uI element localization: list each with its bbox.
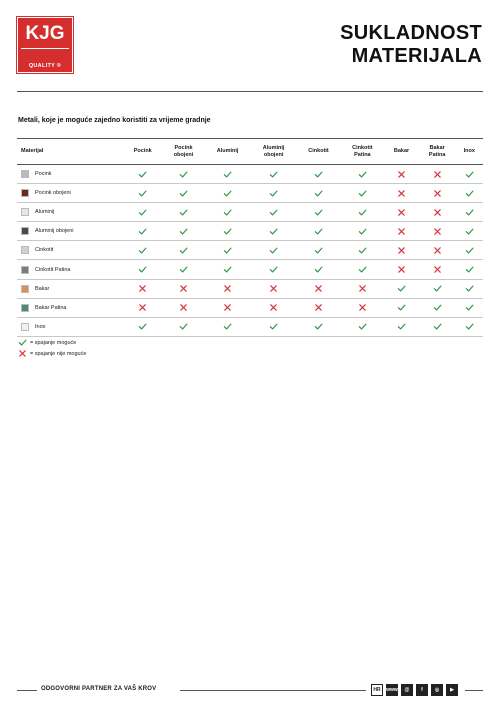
column-header bbox=[384, 139, 419, 165]
compatibility-cell bbox=[205, 222, 251, 241]
page-title bbox=[340, 22, 482, 68]
column-header-line-1: Bakar bbox=[429, 144, 445, 151]
compatibility-cell bbox=[340, 203, 384, 222]
material-label: Inox bbox=[35, 323, 46, 330]
web-icon[interactable]: www bbox=[386, 684, 398, 696]
compatibility-cell bbox=[340, 279, 384, 298]
cross-icon bbox=[18, 349, 27, 358]
table-row bbox=[17, 184, 483, 203]
check-icon bbox=[314, 265, 323, 274]
cross-icon bbox=[358, 303, 367, 312]
legend bbox=[18, 337, 86, 359]
check-icon bbox=[179, 189, 188, 198]
compatibility-cell bbox=[340, 298, 384, 317]
check-icon bbox=[314, 227, 323, 236]
compatibility-cell bbox=[251, 203, 297, 222]
check-icon bbox=[223, 246, 232, 255]
compatibility-cell bbox=[456, 298, 483, 317]
check-icon bbox=[465, 284, 474, 293]
compatibility-cell bbox=[123, 260, 162, 279]
compatibility-cell bbox=[340, 317, 384, 336]
compatibility-cell bbox=[123, 241, 162, 260]
compatibility-cell bbox=[297, 222, 341, 241]
footer-rule-left bbox=[17, 690, 37, 691]
check-icon bbox=[358, 189, 367, 198]
check-icon bbox=[223, 170, 232, 179]
check-icon bbox=[314, 170, 323, 179]
cross-icon bbox=[433, 246, 442, 255]
material-label: Pocink bbox=[35, 171, 52, 178]
column-header-line-1: Pocink bbox=[174, 144, 193, 151]
check-icon bbox=[397, 303, 406, 312]
check-icon bbox=[465, 246, 474, 255]
check-icon bbox=[179, 246, 188, 255]
title-line-2: MATERIJALA bbox=[351, 45, 482, 67]
compatibility-cell bbox=[162, 279, 204, 298]
table-row bbox=[17, 298, 483, 317]
material-label: Aluminij obojeni bbox=[35, 228, 74, 235]
compatibility-cell bbox=[419, 184, 456, 203]
material-swatch bbox=[21, 227, 29, 235]
check-icon bbox=[433, 284, 442, 293]
check-icon bbox=[223, 227, 232, 236]
compatibility-cell bbox=[205, 279, 251, 298]
logo-divider bbox=[21, 48, 69, 49]
check-icon bbox=[358, 265, 367, 274]
compatibility-cell bbox=[123, 184, 162, 203]
table-row bbox=[17, 222, 483, 241]
compatibility-cell bbox=[419, 260, 456, 279]
compatibility-cell bbox=[162, 241, 204, 260]
kjg-logo bbox=[17, 17, 73, 73]
check-icon bbox=[358, 246, 367, 255]
cross-icon bbox=[358, 284, 367, 293]
compatibility-cell bbox=[384, 222, 419, 241]
compatibility-cell bbox=[162, 184, 204, 203]
check-icon bbox=[314, 246, 323, 255]
table-body bbox=[17, 165, 483, 337]
compatibility-cell bbox=[162, 260, 204, 279]
column-header-line-1: Aluminij bbox=[216, 148, 239, 154]
column-header bbox=[297, 139, 341, 165]
compatibility-cell bbox=[384, 184, 419, 203]
check-icon bbox=[358, 208, 367, 217]
material-cell bbox=[17, 165, 123, 184]
check-icon bbox=[223, 322, 232, 331]
column-header bbox=[456, 139, 483, 165]
compatibility-cell bbox=[162, 298, 204, 317]
material-swatch bbox=[21, 208, 29, 216]
facebook-icon[interactable]: f bbox=[416, 684, 428, 696]
table-header-row bbox=[17, 139, 483, 165]
email-icon[interactable]: @ bbox=[401, 684, 413, 696]
compatibility-cell bbox=[205, 165, 251, 184]
material-cell bbox=[17, 184, 123, 203]
compatibility-cell bbox=[251, 165, 297, 184]
compatibility-cell bbox=[297, 203, 341, 222]
compatibility-cell bbox=[297, 241, 341, 260]
material-cell bbox=[17, 279, 123, 298]
check-icon bbox=[397, 322, 406, 331]
compatibility-cell bbox=[297, 298, 341, 317]
check-icon bbox=[465, 189, 474, 198]
table-row bbox=[17, 241, 483, 260]
material-cell bbox=[17, 298, 123, 317]
check-icon bbox=[138, 208, 147, 217]
header-divider bbox=[17, 91, 483, 92]
column-header-line-2: obojeni bbox=[173, 151, 194, 158]
material-label: Bakar Patina bbox=[35, 304, 67, 311]
check-icon bbox=[138, 265, 147, 274]
material-swatch bbox=[21, 285, 29, 293]
cross-icon bbox=[223, 284, 232, 293]
compatibility-cell bbox=[456, 184, 483, 203]
compatibility-cell bbox=[251, 222, 297, 241]
compatibility-cell bbox=[297, 279, 341, 298]
corner-header: Materijal bbox=[17, 139, 123, 165]
footer-rule-middle bbox=[180, 690, 366, 691]
compatibility-cell bbox=[384, 241, 419, 260]
material-label: Aluminij bbox=[35, 209, 55, 216]
check-icon bbox=[179, 208, 188, 217]
material-swatch bbox=[21, 170, 29, 178]
column-header-line-2: Patina bbox=[428, 151, 446, 158]
legend-not-possible bbox=[18, 348, 86, 359]
compatibility-cell bbox=[251, 184, 297, 203]
footer-rule-right bbox=[465, 690, 483, 691]
legend-not-possible-label: = spajanje nije moguće bbox=[30, 350, 87, 357]
table-row bbox=[17, 279, 483, 298]
column-header-line-1: Cinkotit bbox=[352, 144, 373, 151]
cross-icon bbox=[314, 303, 323, 312]
cross-icon bbox=[397, 265, 406, 274]
check-icon bbox=[179, 265, 188, 274]
column-header-line-2: Patina bbox=[354, 151, 371, 158]
compatibility-cell bbox=[456, 203, 483, 222]
compatibility-table bbox=[17, 138, 483, 337]
column-header bbox=[251, 139, 297, 165]
compatibility-cell bbox=[123, 298, 162, 317]
material-cell bbox=[17, 317, 123, 336]
table-row bbox=[17, 260, 483, 279]
material-cell bbox=[17, 241, 123, 260]
column-header-line-1: Aluminij bbox=[262, 144, 285, 151]
compatibility-cell bbox=[384, 165, 419, 184]
check-icon bbox=[269, 265, 278, 274]
column-header-line-2: obojeni bbox=[263, 151, 284, 158]
check-icon bbox=[465, 265, 474, 274]
cross-icon bbox=[397, 246, 406, 255]
cross-icon bbox=[433, 227, 442, 236]
section-subtitle: Metali, koje je moguće zajedno koristiti za vrijeme gradnje bbox=[18, 117, 211, 124]
compatibility-cell bbox=[419, 222, 456, 241]
check-icon bbox=[269, 227, 278, 236]
check-icon bbox=[465, 208, 474, 217]
compatibility-cell bbox=[162, 203, 204, 222]
compatibility-cell bbox=[384, 317, 419, 336]
material-swatch bbox=[21, 189, 29, 197]
cross-icon bbox=[269, 303, 278, 312]
check-icon bbox=[223, 208, 232, 217]
compatibility-cell bbox=[456, 222, 483, 241]
column-header-line-1: Cinkotit bbox=[308, 148, 329, 154]
check-icon bbox=[269, 246, 278, 255]
material-cell bbox=[17, 222, 123, 241]
compatibility-cell bbox=[123, 222, 162, 241]
cross-icon bbox=[433, 265, 442, 274]
logo-brand: KJG bbox=[25, 23, 65, 44]
check-icon bbox=[18, 338, 27, 347]
cross-icon bbox=[138, 303, 147, 312]
compatibility-cell bbox=[419, 203, 456, 222]
logo-tagline: QUALITY ® bbox=[28, 63, 62, 69]
check-icon bbox=[138, 322, 147, 331]
check-icon bbox=[314, 208, 323, 217]
column-header bbox=[419, 139, 456, 165]
compatibility-cell bbox=[251, 279, 297, 298]
cross-icon bbox=[314, 284, 323, 293]
compatibility-cell bbox=[419, 241, 456, 260]
cross-icon bbox=[223, 303, 232, 312]
legend-possible bbox=[18, 337, 86, 348]
legend-possible-label: = spajanje moguće bbox=[30, 339, 77, 346]
check-icon bbox=[314, 189, 323, 198]
compatibility-cell bbox=[205, 317, 251, 336]
column-header-line-1: Bakar bbox=[393, 148, 410, 154]
material-swatch bbox=[21, 323, 29, 331]
table-row bbox=[17, 165, 483, 184]
cross-icon bbox=[269, 284, 278, 293]
check-icon bbox=[179, 227, 188, 236]
material-label: Cinkotit Patina bbox=[35, 266, 71, 273]
compatibility-cell bbox=[340, 222, 384, 241]
check-icon bbox=[223, 265, 232, 274]
check-icon bbox=[138, 170, 147, 179]
column-header bbox=[162, 139, 204, 165]
check-icon bbox=[269, 170, 278, 179]
material-cell bbox=[17, 203, 123, 222]
compatibility-cell bbox=[251, 260, 297, 279]
compatibility-cell bbox=[340, 165, 384, 184]
material-label: Cinkotit bbox=[35, 247, 54, 254]
material-label: Pocink obojeni bbox=[35, 190, 71, 197]
check-icon bbox=[433, 303, 442, 312]
column-header bbox=[340, 139, 384, 165]
material-swatch bbox=[21, 304, 29, 312]
compatibility-cell bbox=[456, 279, 483, 298]
compatibility-cell bbox=[205, 241, 251, 260]
compatibility-cell bbox=[419, 165, 456, 184]
compatibility-cell bbox=[251, 241, 297, 260]
compatibility-cell bbox=[456, 260, 483, 279]
check-icon bbox=[433, 322, 442, 331]
column-header bbox=[123, 139, 162, 165]
check-icon bbox=[314, 322, 323, 331]
check-icon bbox=[358, 170, 367, 179]
compatibility-cell bbox=[384, 298, 419, 317]
compatibility-cell bbox=[297, 184, 341, 203]
compatibility-cell bbox=[384, 203, 419, 222]
compatibility-cell bbox=[340, 260, 384, 279]
check-icon bbox=[269, 322, 278, 331]
compatibility-cell bbox=[419, 317, 456, 336]
compatibility-cell bbox=[297, 260, 341, 279]
compatibility-cell bbox=[123, 279, 162, 298]
compatibility-cell bbox=[297, 165, 341, 184]
compatibility-cell bbox=[456, 165, 483, 184]
compatibility-cell bbox=[456, 241, 483, 260]
cross-icon bbox=[179, 284, 188, 293]
check-icon bbox=[465, 303, 474, 312]
instagram-icon[interactable]: ◎ bbox=[431, 684, 443, 696]
check-icon bbox=[465, 170, 474, 179]
compatibility-cell bbox=[205, 184, 251, 203]
cross-icon bbox=[433, 208, 442, 217]
compatibility-cell bbox=[419, 298, 456, 317]
material-swatch bbox=[21, 266, 29, 274]
compatibility-cell bbox=[162, 222, 204, 241]
check-icon bbox=[465, 322, 474, 331]
hr-flag-icon[interactable]: HR bbox=[371, 684, 383, 696]
column-header-line-1: Pocink bbox=[133, 148, 152, 154]
compatibility-cell bbox=[419, 279, 456, 298]
cross-icon bbox=[433, 170, 442, 179]
column-header-line-1: Inox bbox=[463, 148, 475, 154]
check-icon bbox=[269, 189, 278, 198]
compatibility-cell bbox=[205, 298, 251, 317]
compatibility-cell bbox=[205, 203, 251, 222]
compatibility-cell bbox=[340, 184, 384, 203]
cross-icon bbox=[397, 189, 406, 198]
cross-icon bbox=[397, 208, 406, 217]
cross-icon bbox=[433, 189, 442, 198]
table-row bbox=[17, 203, 483, 222]
check-icon bbox=[138, 246, 147, 255]
check-icon bbox=[397, 284, 406, 293]
footer-tagline: ODGOVORNI PARTNER ZA VAŠ KROV bbox=[41, 686, 157, 692]
compatibility-cell bbox=[251, 298, 297, 317]
check-icon bbox=[358, 322, 367, 331]
check-icon bbox=[465, 227, 474, 236]
footer-icons bbox=[371, 684, 458, 696]
cross-icon bbox=[138, 284, 147, 293]
compatibility-cell bbox=[251, 317, 297, 336]
cross-icon bbox=[179, 303, 188, 312]
compatibility-cell bbox=[162, 165, 204, 184]
check-icon bbox=[179, 170, 188, 179]
check-icon bbox=[358, 227, 367, 236]
check-icon bbox=[269, 208, 278, 217]
title-line-1: SUKLADNOST bbox=[340, 22, 482, 44]
compatibility-cell bbox=[205, 260, 251, 279]
check-icon bbox=[138, 189, 147, 198]
compatibility-cell bbox=[297, 317, 341, 336]
compatibility-cell bbox=[384, 260, 419, 279]
compatibility-cell bbox=[384, 279, 419, 298]
column-header bbox=[205, 139, 251, 165]
cross-icon bbox=[397, 170, 406, 179]
check-icon bbox=[223, 189, 232, 198]
check-icon bbox=[138, 227, 147, 236]
check-icon bbox=[179, 322, 188, 331]
youtube-icon[interactable]: ▶ bbox=[446, 684, 458, 696]
table-row bbox=[17, 317, 483, 336]
compatibility-cell bbox=[123, 317, 162, 336]
material-swatch bbox=[21, 246, 29, 254]
compatibility-cell bbox=[123, 203, 162, 222]
compatibility-cell bbox=[162, 317, 204, 336]
compatibility-cell bbox=[340, 241, 384, 260]
compatibility-cell bbox=[123, 165, 162, 184]
compatibility-cell bbox=[456, 317, 483, 336]
material-label: Bakar bbox=[35, 285, 50, 292]
material-cell bbox=[17, 260, 123, 279]
cross-icon bbox=[397, 227, 406, 236]
